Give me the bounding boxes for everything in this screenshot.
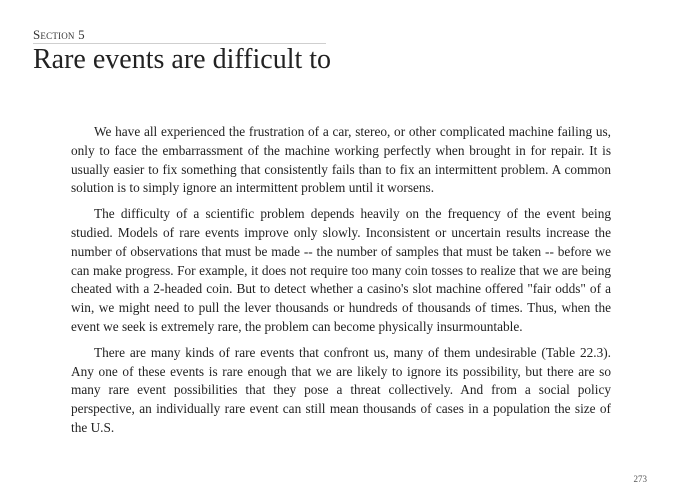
page-number: 273 (633, 474, 647, 484)
paragraph-3: There are many kinds of rare events that confront us, many of them undesirable (Table 22.3). Any one of these events is rare enough that we are likely to ignore its possibility, but there are so many rare event possibilities that they pose a threat collectively. And from a social policy perspective, an individually rare event can still mean thousands of cases in a population the size of the U.S. (71, 344, 611, 435)
paragraph-1: We have all experienced the frustration of a car, stereo, or other complicated machine failing us, only to face the embarrassment of the machine working perfectly when brought in for repair. It is usually easier to fix something that consistently fails than to fix an intermittent problem. A common solution is to simply ignore an intermittent problem until it worsens. (71, 124, 611, 196)
section-header (33, 27, 332, 75)
body-text (71, 123, 611, 445)
section-title: Rare events are difficult to (33, 44, 332, 75)
paragraph-2: The difficulty of a scientific problem depends heavily on the frequency of the event being studied. Models of rare events improve only slowly. Inconsistent or uncertain results increase the number of observations that must be made -- the number of samples that must be taken -- before we can make progress. For example, it does not require too many coin tosses to realize that we are being cheated with a 2-headed coin. But to detect whether a casino's slot machine offered "fair odds" of a win, we might need to pull the lever thousands or hundreds of thousands of times. Thus, when the event we seek is extremely rare, the problem can become physically insurmountable. (71, 206, 611, 334)
section-label: Section 5 (33, 28, 326, 44)
